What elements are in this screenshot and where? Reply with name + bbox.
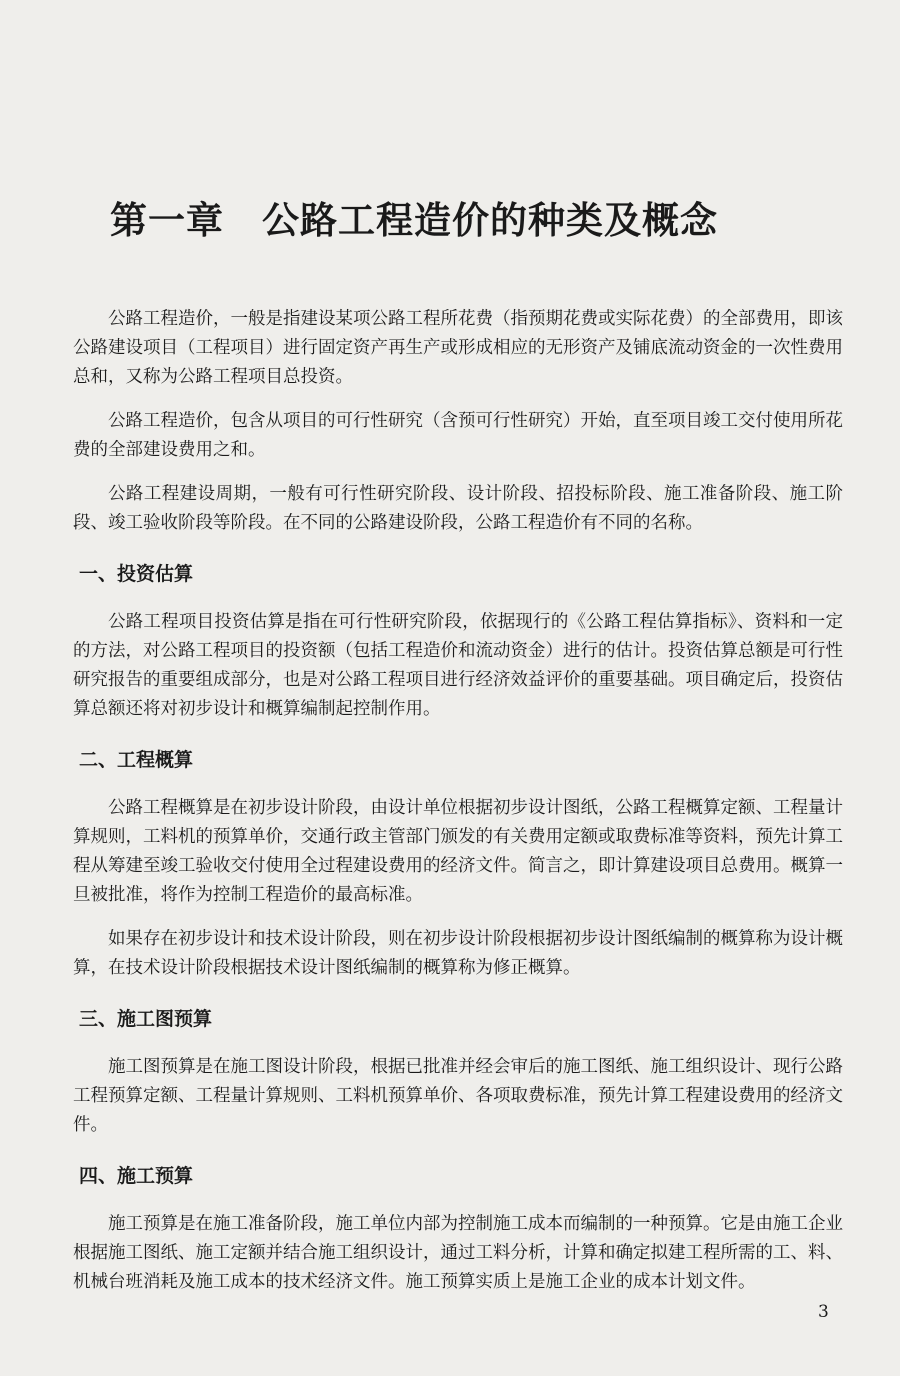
- intro-paragraph-3: 公路工程建设周期，一般有可行性研究阶段、设计阶段、招投标阶段、施工准备阶段、施工阶段、竣工验收阶段等阶段。在不同的公路建设阶段，公路工程造价有不同的名称。: [73, 484, 843, 533]
- intro-paragraph-2: 公路工程造价，包含从项目的可行性研究（含预可行性研究）开始，直至项目竣工交付使用所花费的全部建设费用之和。: [73, 411, 843, 460]
- section-3-paragraph-1: 施工图预算是在施工图设计阶段，根据已批准并经会审后的施工图纸、施工组织设计、现行公路工程预算定额、工程量计算规则、工料机预算单价、各项取费标准，预先计算工程建设费用的经济文件。: [73, 1057, 843, 1135]
- section-2-paragraph-1: 公路工程概算是在初步设计阶段，由设计单位根据初步设计图纸，公路工程概算定额、工程量计算规则，工料机的预算单价，交通行政主管部门颁发的有关费用定额或取费标准等资料，预先计算工程从筹建至竣工验收交付使用全过程建设费用的经济文件。简言之，即计算建设项目总费用。概算一旦被批准，将作为控制工程造价的最高标准。: [73, 798, 843, 905]
- page-content: [73, 305, 843, 1312]
- intro-paragraph-1: 公路工程造价，一般是指建设某项公路工程所花费（指预期花费或实际花费）的全部费用，即该公路建设项目（工程项目）进行固定资产再生产或形成相应的无形资产及铺底流动资金的一次性费用总和，又称为公路工程项目总投资。: [73, 309, 843, 387]
- section-heading-construction-budget: 四、施工预算: [79, 1165, 194, 1187]
- section-2-paragraph-2: 如果存在初步设计和技术设计阶段，则在初步设计阶段根据初步设计图纸编制的概算称为设计概算，在技术设计阶段根据技术设计图纸编制的概算称为修正概算。: [73, 929, 843, 978]
- page-number: 3: [818, 1302, 829, 1322]
- section-4-paragraph-1: 施工预算是在施工准备阶段，施工单位内部为控制施工成本而编制的一种预算。它是由施工企业根据施工图纸、施工定额并结合施工组织设计，通过工料分析，计算和确定拟建工程所需的工、料、机械台班消耗及施工成本的技术经济文件。施工预算实质上是施工企业的成本计划文件。: [73, 1214, 843, 1292]
- section-heading-construction-drawing-budget: 三、施工图预算: [79, 1008, 213, 1030]
- chapter-number: 第一章: [110, 199, 224, 242]
- section-heading-investment-estimate: 一、投资估算: [79, 563, 194, 585]
- chapter-name: 公路工程造价的种类及概念: [262, 199, 718, 242]
- section-1-paragraph-1: 公路工程项目投资估算是指在可行性研究阶段，依据现行的《公路工程估算指标》、资料和一定的方法，对公路工程项目的投资额（包括工程造价和流动资金）进行的估计。投资估算总额是可行性研究报告的重要组成部分，也是对公路工程项目进行经济效益评价的重要基础。项目确定后，投资估算总额还将对初步设计和概算编制起控制作用。: [73, 612, 843, 719]
- section-heading-preliminary-estimate: 二、工程概算: [79, 749, 194, 771]
- chapter-title: [110, 190, 718, 244]
